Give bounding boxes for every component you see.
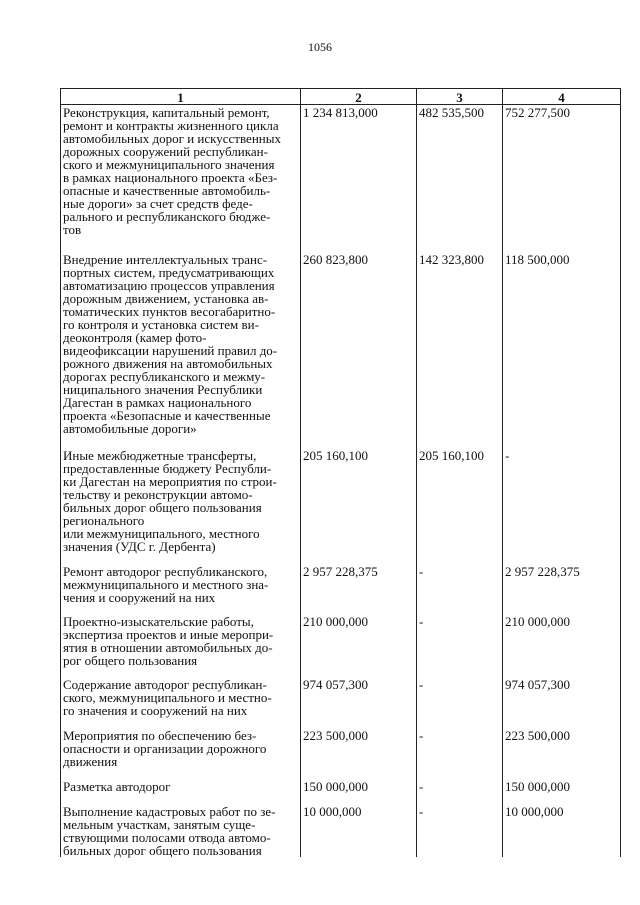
cell-republic: -: [503, 435, 621, 553]
description-line: в рамках национального проекта «Без-: [63, 170, 278, 185]
description-line: или межмуниципального, местного: [63, 526, 260, 541]
table-row: [61, 435, 621, 553]
description-line: Выполнение кадастровых работ по зе-: [63, 804, 276, 819]
description-line: значения (УДС г. Дербента): [63, 539, 216, 554]
description-line: Иные межбюджетные трансферты,: [63, 448, 257, 463]
table-row: [61, 768, 621, 793]
description-line: Разметка автодорог: [63, 779, 171, 794]
budget-table-frame: [60, 88, 621, 857]
description-line: проекта «Безопасные и качественные: [63, 408, 271, 423]
description-line: бильных дорог общего пользования: [63, 500, 262, 515]
description-line: Ремонт автодорог республиканского,: [63, 564, 268, 579]
cell-federal: -: [417, 768, 503, 793]
description-line: ки Дагестан на мероприятия по строи-: [63, 474, 277, 489]
description-line: тов: [63, 222, 82, 237]
description-line: дорожных сооружений республикан-: [63, 144, 268, 159]
description-line: ные дороги» за счет средств феде-: [63, 196, 253, 211]
description-line: дорогах республиканского и межму-: [63, 369, 266, 384]
description-line: мельным участкам, занятым суще-: [63, 817, 256, 832]
description-line: тельству и реконструкции автомо-: [63, 487, 253, 502]
header-col-2: 2: [301, 89, 417, 105]
table-row: [61, 604, 621, 667]
header-col-1: 1: [61, 89, 301, 105]
description-line: ского и межмуниципального значения: [63, 157, 275, 172]
description-line: Дагестан в рамках национального: [63, 395, 252, 410]
description-line: томатических пунктов весогабаритно-: [63, 304, 276, 319]
cell-total: 1 234 813,000: [301, 105, 417, 237]
cell-federal: -: [417, 553, 503, 604]
description-line: движения: [63, 754, 118, 769]
header-row: [61, 89, 621, 105]
description-line: ятия в отношении автомобильных до-: [63, 640, 273, 655]
table-body: [61, 105, 621, 858]
description-line: рального и республиканского бюдже-: [63, 209, 271, 224]
description-line: деоконтроля (камер фото-: [63, 330, 207, 345]
description-line: автомобильных дорог и искусственных: [63, 131, 281, 146]
description-line: Проектно-изыскательские работы,: [63, 614, 254, 629]
row-description: [61, 236, 301, 435]
description-line: предоставленные бюджету Республи-: [63, 461, 272, 476]
description-line: Мероприятия по обеспечению без-: [63, 728, 257, 743]
description-line: дорожным движением, установка ав-: [63, 291, 269, 306]
cell-federal: 142 323,800: [417, 236, 503, 435]
cell-total: 150 000,000: [301, 768, 417, 793]
cell-federal: -: [417, 604, 503, 667]
cell-total: 223 500,000: [301, 717, 417, 768]
cell-republic: 974 057,300: [503, 667, 621, 717]
cell-republic: 752 277,500: [503, 105, 621, 237]
description-line: Внедрение интеллектуальных транс-: [63, 252, 268, 267]
cell-federal: 482 535,500: [417, 105, 503, 237]
cell-federal: -: [417, 717, 503, 768]
cell-total: 2 957 228,375: [301, 553, 417, 604]
cell-total: 210 000,000: [301, 604, 417, 667]
cell-republic: 2 957 228,375: [503, 553, 621, 604]
description-line: регионального: [63, 513, 145, 528]
row-description: [61, 768, 301, 793]
cell-total: 205 160,100: [301, 435, 417, 553]
table-row: [61, 667, 621, 717]
description-line: го значения и сооружений на них: [63, 703, 248, 718]
description-line: рожного движения на автомобильных: [63, 356, 273, 371]
cell-republic: 150 000,000: [503, 768, 621, 793]
cell-total: 10 000,000: [301, 793, 417, 857]
cell-federal: -: [417, 667, 503, 717]
cell-total: 974 057,300: [301, 667, 417, 717]
table-row: [61, 717, 621, 768]
row-description: [61, 717, 301, 768]
header-col-3: 3: [417, 89, 503, 105]
description-line: бильных дорог общего пользования: [63, 843, 262, 858]
description-line: автоматизацию процессов управления: [63, 278, 275, 293]
description-line: опасности и организации дорожного: [63, 741, 267, 756]
cell-republic: 10 000,000: [503, 793, 621, 857]
cell-total: 260 823,800: [301, 236, 417, 435]
table-row: [61, 105, 621, 237]
table-row: [61, 236, 621, 435]
cell-republic: 118 500,000: [503, 236, 621, 435]
description-line: автомобильные дороги»: [63, 421, 197, 436]
row-description: [61, 667, 301, 717]
header-col-4: 4: [503, 89, 621, 105]
description-line: опасные и качественные автомобиль-: [63, 183, 271, 198]
description-line: ремонт и контракты жизненного цикла: [63, 118, 279, 133]
description-line: ского, межмуниципального и местно-: [63, 690, 272, 705]
description-line: экспертиза проектов и иные меропри-: [63, 627, 274, 642]
description-line: чения и сооружений на них: [63, 590, 216, 605]
row-description: [61, 793, 301, 857]
description-line: го контроля и установка систем ви-: [63, 317, 259, 332]
table-row: [61, 553, 621, 604]
description-line: межмуниципального и местного зна-: [63, 577, 269, 592]
description-line: видеофиксации нарушений правил до-: [63, 343, 278, 358]
page-number: 1056: [308, 40, 332, 54]
description-line: портных систем, предусматривающих: [63, 265, 275, 280]
cell-federal: -: [417, 793, 503, 857]
row-description: [61, 604, 301, 667]
table-row: [61, 793, 621, 857]
description-line: Содержание автодорог республикан-: [63, 677, 267, 692]
cell-federal: 205 160,100: [417, 435, 503, 553]
description-line: рог общего пользования: [63, 653, 198, 668]
description-line: ниципального значения Республики: [63, 382, 263, 397]
budget-table: [60, 88, 621, 857]
row-description: [61, 553, 301, 604]
row-description: [61, 435, 301, 553]
cell-republic: 223 500,000: [503, 717, 621, 768]
description-line: Реконструкция, капитальный ремонт,: [63, 105, 270, 120]
description-line: ствующими полосами отвода автомо-: [63, 830, 271, 845]
cell-republic: 210 000,000: [503, 604, 621, 667]
row-description: [61, 105, 301, 237]
